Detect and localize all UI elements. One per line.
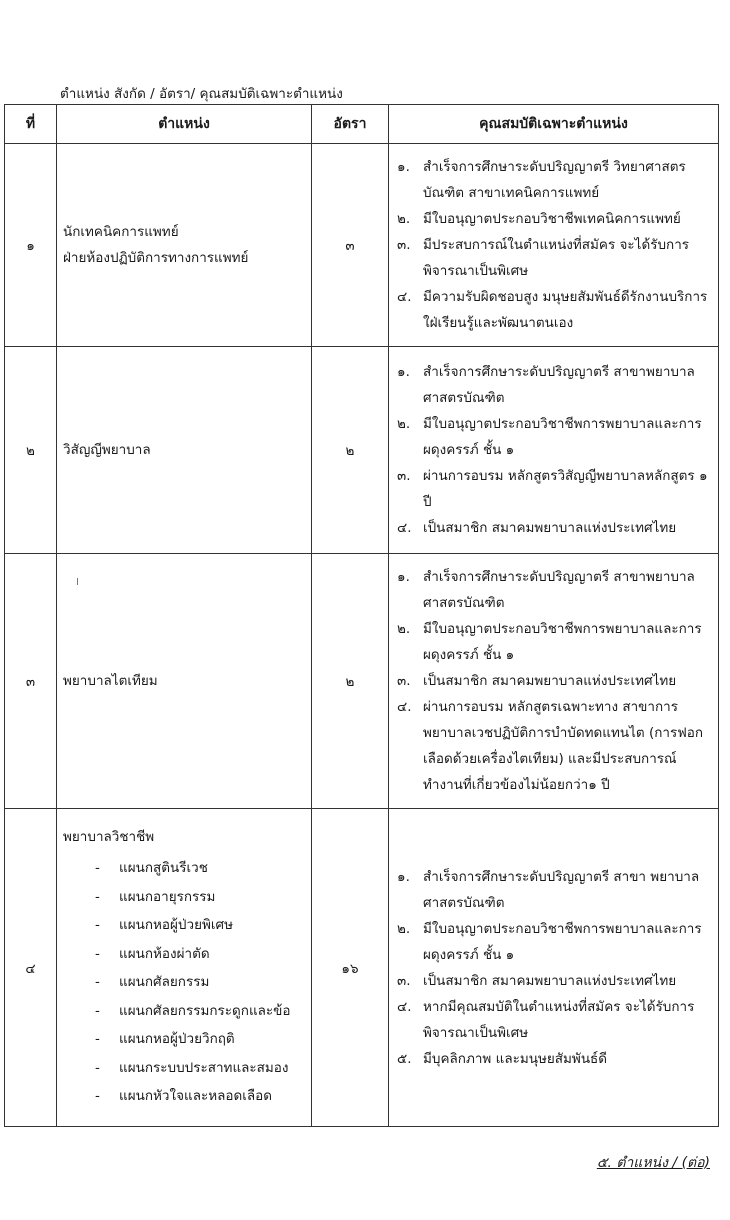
position-title: พยาบาลไตเทียม [63, 673, 158, 689]
positions-table [4, 104, 719, 1127]
department-item: - แผนกห้องผ่าตัด [95, 945, 210, 962]
row-number: ๔ [5, 809, 57, 1127]
item-number: ๓. [397, 237, 411, 253]
department-label: แผนกห้องผ่าตัด [119, 945, 210, 962]
qualifications-cell [389, 554, 719, 809]
table-row [5, 347, 719, 554]
header-no: ที่ [5, 105, 57, 144]
item-number: ๑. [397, 364, 410, 380]
department-item: - แผนกศัลยกรรมกระดูกและข้อ [95, 1002, 291, 1019]
qualification-item [397, 284, 710, 336]
department-item: - แผนกสูตินรีเวช [95, 860, 208, 877]
item-text: สำเร็จการศึกษาระดับปริญญาตรี สาขาพยาบาลศาสตรบัณฑิต [423, 364, 695, 406]
department-item: - แผนกศัลยกรรม [95, 974, 210, 991]
qualification-item [397, 916, 710, 968]
position-title: พยาบาลวิชาชีพ [63, 829, 155, 846]
item-number: ๒. [397, 211, 411, 227]
department-list [63, 854, 310, 1111]
department-item: - แผนกหอผู้ป่วยพิเศษ [95, 917, 233, 934]
department-item: - แผนกระบบประสาทและสมอง [95, 1059, 289, 1076]
row-number: ๑ [5, 144, 57, 347]
department-label: แผนกศัลยกรรมกระดูกและข้อ [119, 1002, 291, 1019]
row-number: ๒ [5, 347, 57, 554]
item-text: มีใบอนุญาตประกอบวิชาชีพการพยาบาลและการผดุงครรภ์ ชั้น ๑ [423, 416, 702, 458]
rate-cell: ๒ [312, 554, 389, 809]
table-row [5, 144, 719, 347]
item-text: มีความรับผิดชอบสูง มนุษยสัมพันธ์ดีรักงานบริการ ใฝ่เรียนรู้และพัฒนาตนเอง [423, 289, 708, 331]
qualification-item [397, 694, 710, 798]
table-row [5, 554, 719, 809]
item-text: มีใบอนุญาตประกอบวิชาชีพการพยาบาลและการผดุงครรภ์ ชั้น ๑ [423, 920, 702, 963]
department-label: แผนกระบบประสาทและสมอง [119, 1059, 289, 1076]
item-text: หากมีคุณสมบัติในตำแหน่งที่สมัคร จะได้รับการพิจารณาเป็นพิเศษ [423, 998, 695, 1041]
department-item: - แผนกหัวใจและหลอดเลือด [95, 1088, 273, 1105]
qualifications-cell [389, 809, 719, 1127]
item-number: ๑. [397, 569, 410, 585]
department-label: แผนกหัวใจและหลอดเลือด [119, 1088, 273, 1105]
header-qualifications: คุณสมบัติเฉพาะตำแหน่ง [389, 105, 719, 144]
item-number: ๕. [397, 1050, 412, 1067]
item-number: ๓. [397, 673, 411, 689]
item-text: เป็นสมาชิก สมาคมพยาบาลแห่งประเทศไทย [423, 673, 677, 689]
department-label: แผนกหอผู้ป่วยวิกฤติ [119, 1031, 235, 1048]
qualification-item [397, 515, 710, 541]
header-position: ตำแหน่ง [57, 105, 312, 144]
item-number: ๔. [397, 998, 412, 1015]
table-row [5, 809, 719, 1127]
item-text: มีบุคลิกภาพ และมนุษยสัมพันธ์ดี [423, 1050, 608, 1067]
item-number: ๑. [397, 868, 410, 885]
item-number: ๔. [397, 520, 412, 536]
row-number: ๓ [5, 554, 57, 809]
header-rate: อัตรา [312, 105, 389, 144]
qualification-item [397, 1046, 710, 1072]
department-item: - แผนกอายุรกรรม [95, 888, 216, 905]
item-text: สำเร็จการศึกษาระดับปริญญาตรี วิทยาศาสตรบัณฑิต สาขาเทคนิคการแพทย์ [423, 159, 686, 201]
item-text: สำเร็จการศึกษาระดับปริญญาตรี สาขา พยาบาลศาสตรบัณฑิต [423, 868, 700, 911]
item-number: ๒. [397, 920, 411, 937]
item-number: ๓. [397, 972, 411, 989]
position-cell [57, 554, 312, 809]
item-number: ๓. [397, 468, 411, 484]
position-cell [57, 809, 312, 1127]
qualification-item [397, 968, 710, 994]
qualification-item [397, 206, 710, 232]
qualification-item [397, 463, 710, 515]
qualification-item [397, 994, 710, 1046]
rate-cell: ๓ [312, 144, 389, 347]
position-department: ฝ่ายห้องปฏิบัติการทางการแพทย์ [63, 250, 249, 266]
qualification-item [397, 564, 710, 616]
item-text: เป็นสมาชิก สมาคมพยาบาลแห่งประเทศไทย [423, 972, 677, 989]
item-text: สำเร็จการศึกษาระดับปริญญาตรี สาขาพยาบาลศาสตรบัณฑิต [423, 569, 695, 611]
item-text: มีใบอนุญาตประกอบวิชาชีพการพยาบาลและการผดุงครรภ์ ชั้น ๑ [423, 621, 702, 663]
department-label: แผนกสูตินรีเวช [119, 860, 208, 877]
department-label: แผนกหอผู้ป่วยพิเศษ [119, 917, 233, 934]
item-number: ๒. [397, 416, 411, 432]
item-number: ๔. [397, 699, 412, 715]
department-label: แผนกศัลยกรรม [119, 974, 210, 991]
item-number: ๑. [397, 159, 410, 175]
qualification-item [397, 232, 710, 284]
item-number: ๒. [397, 621, 411, 637]
rate-cell: ๑๖ [312, 809, 389, 1127]
position-title: วิสัญญีพยาบาล [63, 442, 151, 458]
table-caption: ตำแหน่ง สังกัด / อัตรา/ คุณสมบัติเฉพาะตำแหน่ง [60, 86, 343, 102]
qualifications-cell [389, 347, 719, 554]
position-title: นักเทคนิคการแพทย์ [63, 224, 179, 240]
item-number: ๔. [397, 289, 412, 305]
qualifications-cell [389, 144, 719, 347]
item-text: ผ่านการอบรม หลักสูตรวิสัญญีพยาบาลหลักสูตร ๑ ปี [423, 468, 708, 510]
position-cell [57, 347, 312, 554]
qualification-item [397, 668, 710, 694]
continuation-note: ๕. ตำแหน่ง / (ต่อ) [596, 1155, 710, 1171]
qualification-item [397, 154, 710, 206]
department-label: แผนกอายุรกรรม [119, 888, 216, 905]
rate-cell: ๒ [312, 347, 389, 554]
qualification-item [397, 864, 710, 916]
qualification-item [397, 411, 710, 463]
scan-mark [77, 578, 78, 585]
item-text: เป็นสมาชิก สมาคมพยาบาลแห่งประเทศไทย [423, 520, 677, 536]
position-cell [57, 144, 312, 347]
item-text: ผ่านการอบรม หลักสูตรเฉพาะทาง สาขาการพยาบาลเวชปฏิบัติการบำบัดทดแทนไต (การฟอกเลือดด้วยเครื่องไตเทียม) และมีประสบการณ์ทำงานที่เกี่ยวข้องไม่น้อยกว่า๑ ปี [423, 699, 704, 793]
department-item: - แผนกหอผู้ป่วยวิกฤติ [95, 1031, 235, 1048]
qualification-item [397, 359, 710, 411]
header-row [5, 105, 719, 144]
item-text: มีประสบการณ์ในตำแหน่งที่สมัคร จะได้รับการพิจารณาเป็นพิเศษ [423, 237, 690, 279]
qualification-item [397, 616, 710, 668]
item-text: มีใบอนุญาตประกอบวิชาชีพเทคนิคการแพทย์ [423, 211, 681, 227]
